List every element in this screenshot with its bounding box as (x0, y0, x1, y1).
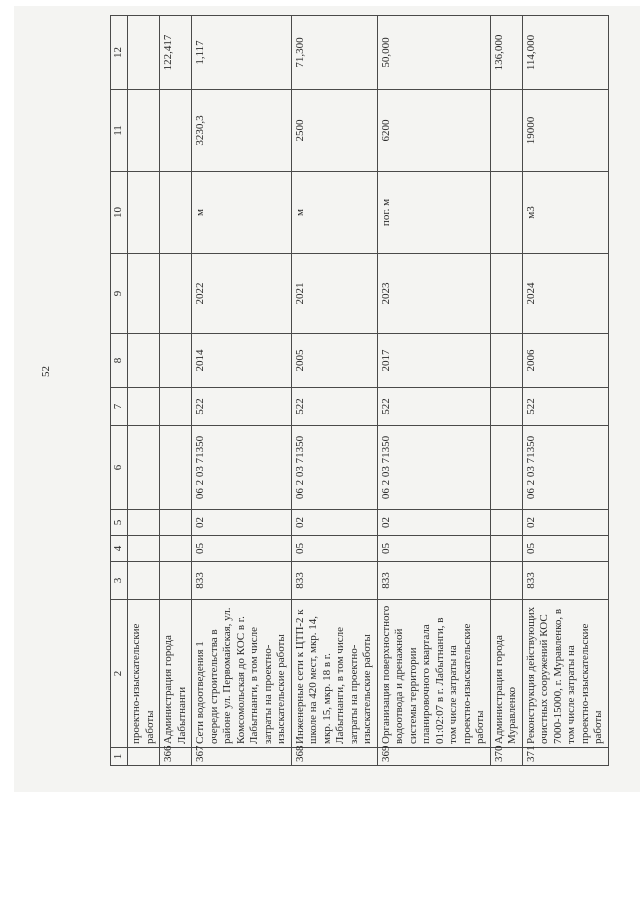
table-row (128, 16, 160, 766)
column-header: 1 (111, 748, 128, 766)
table-row (291, 16, 377, 766)
table-cell-c6 (160, 426, 192, 510)
table-body (128, 16, 609, 766)
table-cell-c12: 71,300 (291, 16, 377, 90)
table-cell-c6 (128, 426, 160, 510)
column-header: 12 (111, 16, 128, 90)
table-cell-c12: 1,117 (192, 16, 292, 90)
column-header: 7 (111, 388, 128, 426)
table-cell-name: Организация поверхностного водоотвода и дренажной системы территории планировочного квартала 01:02:07 в г. Лабытнанги, в том числе затраты на проектно-изыскательские работы (377, 600, 490, 748)
column-header: 6 (111, 426, 128, 510)
table-cell-c6 (490, 426, 522, 510)
table-cell-n (128, 748, 160, 766)
table-cell-c12: 122,417 (160, 16, 192, 90)
table-cell-c5 (160, 510, 192, 536)
table-cell-c6: 06 2 03 71350 (377, 426, 490, 510)
table-cell-c5: 02 (291, 510, 377, 536)
table-cell-c4 (160, 536, 192, 562)
table-cell-c7: 522 (522, 388, 608, 426)
table-row (192, 16, 292, 766)
table-cell-c10: м3 (522, 172, 608, 254)
table-cell-c8: 2014 (192, 334, 292, 388)
table-cell-c10 (490, 172, 522, 254)
header-row (111, 16, 128, 766)
table-cell-c11: 3230,3 (192, 90, 292, 172)
table-cell-c3: 833 (192, 562, 292, 600)
table-cell-c4 (490, 536, 522, 562)
table-cell-n: 368 (291, 748, 377, 766)
table-cell-c4 (128, 536, 160, 562)
column-header: 9 (111, 254, 128, 334)
table-cell-c9: 2021 (291, 254, 377, 334)
table-cell-c9: 2022 (192, 254, 292, 334)
table-cell-c7: 522 (377, 388, 490, 426)
table-cell-c7 (490, 388, 522, 426)
table-cell-c12: 114,000 (522, 16, 608, 90)
column-header: 8 (111, 334, 128, 388)
table-cell-c8: 2005 (291, 334, 377, 388)
table-cell-c5: 02 (522, 510, 608, 536)
table-cell-c12: 136,000 (490, 16, 522, 90)
table-cell-c10 (128, 172, 160, 254)
table-cell-c3 (128, 562, 160, 600)
column-header: 3 (111, 562, 128, 600)
column-header: 11 (111, 90, 128, 172)
table-cell-c4: 05 (291, 536, 377, 562)
table-cell-c6: 06 2 03 71350 (192, 426, 292, 510)
table-cell-c9: 2023 (377, 254, 490, 334)
column-header: 5 (111, 510, 128, 536)
table-row (377, 16, 490, 766)
table-cell-c11 (128, 90, 160, 172)
table-cell-c10: м (291, 172, 377, 254)
table-cell-c4: 05 (522, 536, 608, 562)
table-cell-c8 (160, 334, 192, 388)
table-cell-c7 (160, 388, 192, 426)
table-cell-c8: 2006 (522, 334, 608, 388)
table-cell-n: 367 (192, 748, 292, 766)
table-cell-c4: 05 (377, 536, 490, 562)
table-cell-c3 (490, 562, 522, 600)
table-cell-c8: 2017 (377, 334, 490, 388)
table-cell-c8 (128, 334, 160, 388)
table-cell-name: Реконструкция действующих очистных сооружений КОС 7000-15000, г. Муравленко, в том числе затраты на проектно-изыскательские работы (522, 600, 608, 748)
table-cell-c6: 06 2 03 71350 (291, 426, 377, 510)
table-row (522, 16, 608, 766)
table-cell-c8 (490, 334, 522, 388)
budget-table (110, 15, 609, 766)
table-cell-c6: 06 2 03 71350 (522, 426, 608, 510)
table-cell-c10: м (192, 172, 292, 254)
table-cell-c11: 2500 (291, 90, 377, 172)
column-header: 10 (111, 172, 128, 254)
table-cell-c3: 833 (291, 562, 377, 600)
table-cell-c9 (128, 254, 160, 334)
table-cell-c11: 6200 (377, 90, 490, 172)
column-header: 2 (111, 600, 128, 748)
table-row (490, 16, 522, 766)
table-cell-c11 (160, 90, 192, 172)
table-cell-c9: 2024 (522, 254, 608, 334)
table-cell-c7: 522 (192, 388, 292, 426)
table-cell-c12 (128, 16, 160, 90)
table-cell-c9 (490, 254, 522, 334)
table-cell-c10 (160, 172, 192, 254)
table-cell-c5: 02 (192, 510, 292, 536)
table-cell-name: Администрация города Муравленко (490, 600, 522, 748)
table-cell-c7: 522 (291, 388, 377, 426)
table-cell-n: 366 (160, 748, 192, 766)
table-row (160, 16, 192, 766)
table-cell-n: 371 (522, 748, 608, 766)
table-cell-name: Администрация города Лабытнанги (160, 600, 192, 748)
rotated-table-wrapper (110, 36, 640, 766)
column-header: 4 (111, 536, 128, 562)
table-cell-name: проектно-изыскательские работы (128, 600, 160, 748)
table-cell-c12: 50,000 (377, 16, 490, 90)
table-cell-n: 369 (377, 748, 490, 766)
table-cell-c5: 02 (377, 510, 490, 536)
table-cell-c11: 19000 (522, 90, 608, 172)
table-cell-c3: 833 (522, 562, 608, 600)
table-cell-c3 (160, 562, 192, 600)
scan-margin (0, 0, 14, 792)
table-cell-c3: 833 (377, 562, 490, 600)
table-cell-c10: пог. м (377, 172, 490, 254)
table-cell-name: Инженерные сети к ЦТП-2 к школе на 420 мест, мкр. 14, мкр. 15, мкр. 18 в г. Лабытнанги, в том числе затраты на проектно-изыскательские работы (291, 600, 377, 748)
page-number: 52 (40, 366, 52, 377)
table-cell-name: Сети водоотведения 1 очереди строительства в районе ул. Первомайская, ул. Комсомольская до КОС в г. Лабытнанги, в том числе затраты на проектно-изыскательские работы (192, 600, 292, 748)
table-cell-c5 (128, 510, 160, 536)
table-cell-c11 (490, 90, 522, 172)
table-cell-c9 (160, 254, 192, 334)
table-cell-n: 370 (490, 748, 522, 766)
scan-bottom-margin (0, 792, 640, 905)
table-cell-c4: 05 (192, 536, 292, 562)
table-cell-c7 (128, 388, 160, 426)
table-cell-c5 (490, 510, 522, 536)
